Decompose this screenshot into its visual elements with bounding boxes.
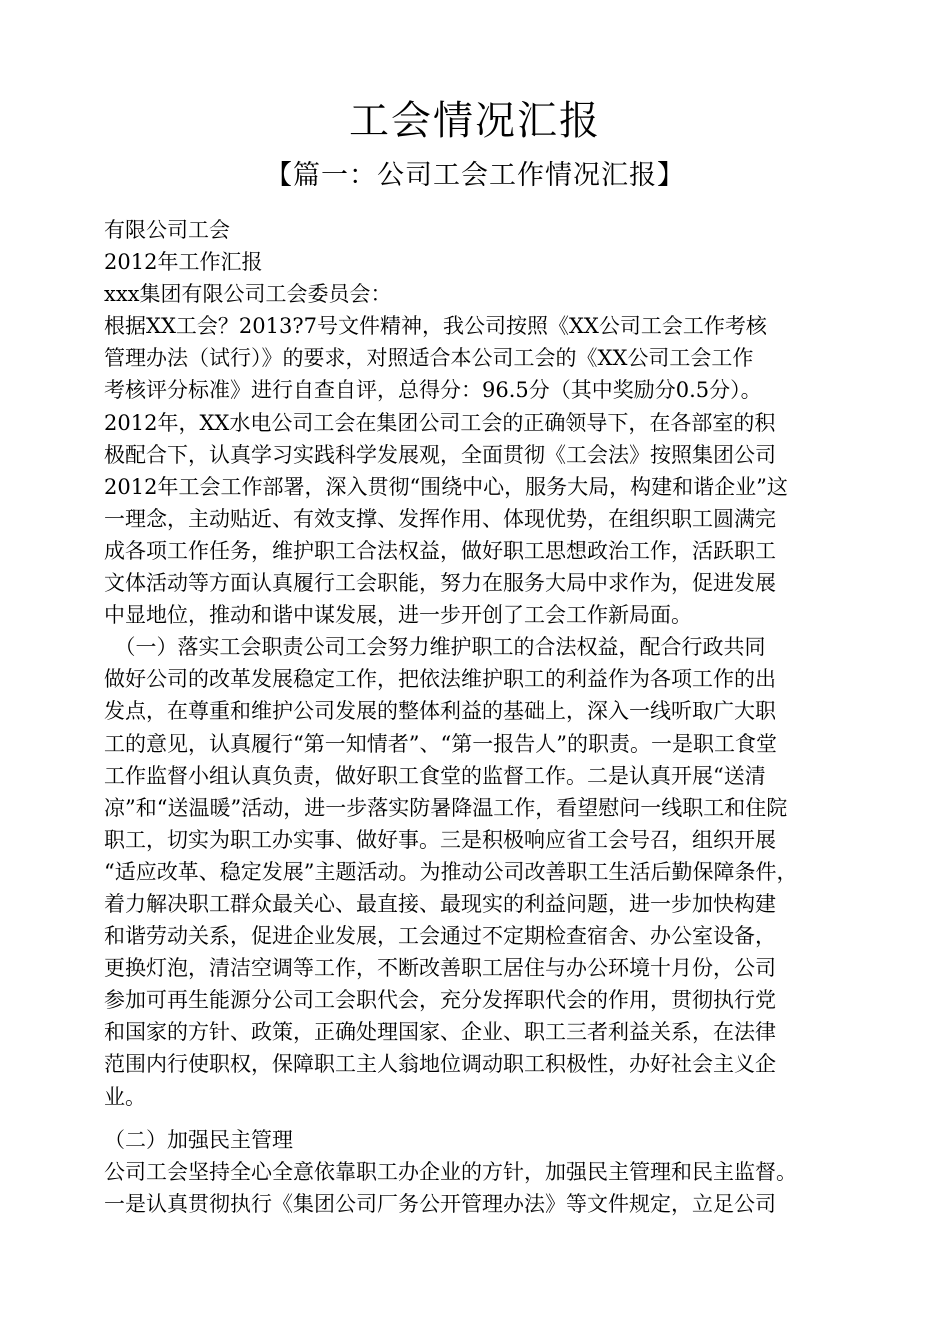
body-line: 和国家的方针、政策，正确处理国家、企业、职工三者利益关系，在法律 xyxy=(104,1020,776,1045)
body-line: （一）落实工会职责公司工会努力维护职工的合法权益，配合行政共同 xyxy=(104,635,766,660)
body-line: 业。 xyxy=(104,1084,146,1109)
body-line: 参加可再生能源分公司工会职代会，充分发挥职代会的作用，贯彻执行党 xyxy=(104,988,776,1013)
document-body xyxy=(104,214,856,1220)
body-line: 2012年工会工作部署，深入贯彻“围绕中心，服务大局，构建和谐企业”这 xyxy=(104,474,788,499)
body-line: 发点，在尊重和维护公司发展的整体利益的基础上，深入一线听取广大职 xyxy=(104,699,776,724)
document-subtitle: 【篇一：公司工会工作情况汇报】 xyxy=(265,160,685,191)
body-line: 考核评分标准》进行自查自评，总得分：96.5分（其中奖励分0.5分）。 xyxy=(104,378,762,403)
body-line: 有限公司工会 xyxy=(104,218,230,242)
body-line: 2012年工作汇报 xyxy=(104,250,263,275)
body-line: 凉”和“送温暖”活动，进一步落实防暑降温工作，看望慰问一线职工和住院 xyxy=(104,795,788,820)
document-title: 工会情况汇报 xyxy=(349,98,601,144)
body-line: 文体活动等方面认真履行工会职能，努力在服务大局中求作为，促进发展 xyxy=(104,571,776,596)
body-line: 成各项工作任务，维护职工合法权益，做好职工思想政治工作，活跃职工 xyxy=(104,538,776,563)
body-line: 公司工会坚持全心全意依靠职工办企业的方针，加强民主管理和民主监督。 xyxy=(104,1159,797,1184)
body-line: 更换灯泡，清洁空调等工作，不断改善职工居住与办公环境十月份，公司 xyxy=(104,956,776,981)
body-line: 根据XX工会？2013?7号文件精神，我公司按照《XX公司工会工作考核 xyxy=(104,314,767,339)
body-line: 做好公司的改革发展稳定工作，把依法维护职工的利益作为各项工作的出 xyxy=(104,667,776,692)
body-line: 一理念，主动贴近、有效支撑、发挥作用、体现优势，在组织职工圆满完 xyxy=(104,506,776,531)
body-line: 极配合下，认真学习实践科学发展观，全面贯彻《工会法》按照集团公司 xyxy=(104,442,776,467)
body-line: 工的意见，认真履行“第一知情者”、“第一报告人”的职责。一是职工食堂 xyxy=(104,731,777,756)
body-line: 着力解决职工群众最关心、最直接、最现实的利益问题，进一步加快构建 xyxy=(104,891,776,916)
body-line: 中显地位，推动和谐中谋发展，进一步开创了工会工作新局面。 xyxy=(104,603,692,628)
body-line: xxx集团有限公司工会委员会： xyxy=(104,282,392,307)
body-line: 管理办法（试行）》的要求，对照适合本公司工会的《XX公司工会工作 xyxy=(104,346,754,371)
body-line: 2012年，XX水电公司工会在集团公司工会的正确领导下，在各部室的积 xyxy=(104,410,776,435)
body-line: 范围内行使职权，保障职工主人翁地位调动职工积极性，办好社会主义企 xyxy=(104,1052,776,1077)
body-line: 和谐劳动关系，促进企业发展，工会通过不定期检查宿舍、办公室设备， xyxy=(104,924,776,949)
body-line: 一是认真贯彻执行《集团公司厂务公开管理办法》等文件规定，立足公司 xyxy=(104,1191,776,1216)
section-heading: （二）加强民主管理 xyxy=(104,1127,293,1152)
body-line: 工作监督小组认真负责，做好职工食堂的监督工作。二是认真开展“送清 xyxy=(104,763,766,788)
body-line: 职工，切实为职工办实事、做好事。三是积极响应省工会号召，组织开展 xyxy=(104,827,776,852)
body-line: “适应改革、稳定发展”主题活动。为推动公司改善职工生活后勤保障条件， xyxy=(104,859,798,884)
